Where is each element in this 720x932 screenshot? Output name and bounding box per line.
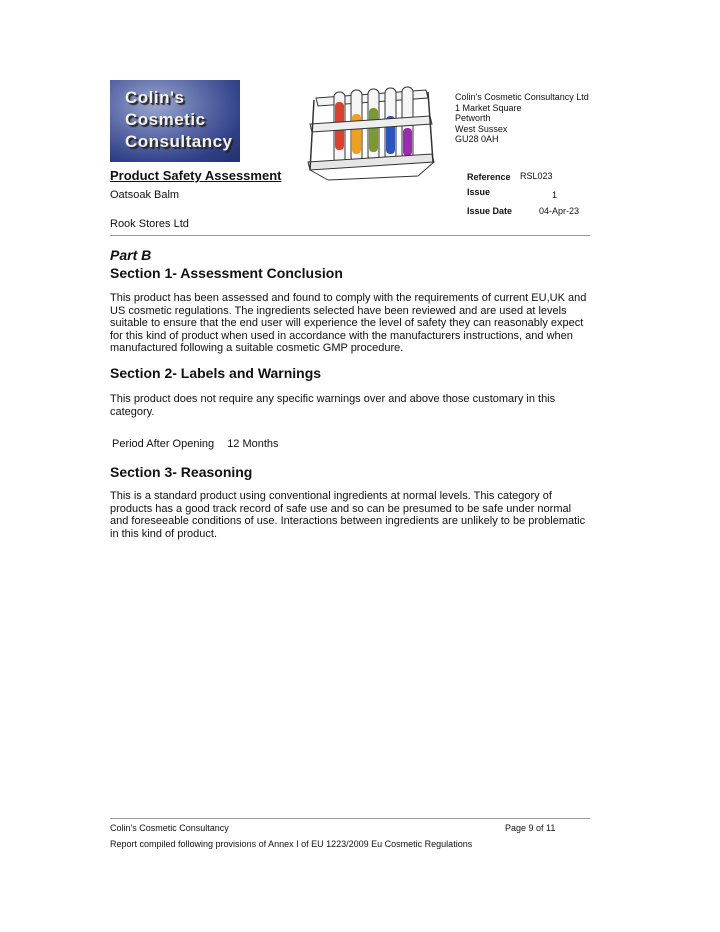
section-3-title: Section 3- Reasoning	[110, 464, 253, 480]
test-tubes-illustration	[306, 80, 436, 182]
reference-label: Reference	[467, 172, 511, 182]
logo-line-1: Colin's	[125, 88, 185, 107]
product-name: Oatsoak Balm	[110, 189, 180, 201]
footer-note: Report compiled following provisions of Annex I of EU 1223/2009 Eu Cosmetic Regulations	[110, 839, 473, 849]
address-postcode: GU28 0AH	[455, 134, 499, 144]
client-name: Rook Stores Ltd	[110, 218, 189, 230]
section-2-text: This product does not require any specific warnings over and above those customary in this category.	[110, 393, 556, 418]
footer-company: Colin's Cosmetic Consultancy	[110, 823, 229, 833]
issue-value: 1	[552, 190, 558, 200]
address-line-3: West Sussex	[455, 123, 508, 134]
section-2-title: Section 2- Labels and Warnings	[110, 365, 322, 381]
logo-line-3: Consultancy	[125, 132, 233, 151]
address-line-1: 1 Market Square	[455, 102, 522, 113]
company-address	[455, 92, 589, 145]
issue-date-label: Issue Date	[467, 206, 513, 216]
part-heading: Part B	[110, 247, 152, 263]
address-company: Colin's Cosmetic Consultancy Ltd	[455, 92, 589, 102]
section-1-title: Section 1- Assessment Conclusion	[110, 265, 343, 281]
document-title: Product Safety Assessment	[110, 168, 282, 183]
issue-label: Issue	[467, 187, 491, 197]
pao-label: Period After Opening	[112, 438, 215, 450]
tube-liquid-3	[369, 108, 378, 152]
section-1-text: This product has been assessed and found to comply with the requirements of current EU,UK and US cosmetic regulations. The ingredients selected have been reviewed and are used at levels suitable to ensure that the end user will experience the level of safety they can reasonably expect for this kind of product when used in accordance with the manufacturers instructions, and when manufactured following a suitable cosmetic GMP procedure.	[110, 292, 587, 355]
tube-liquid-2	[352, 114, 361, 154]
period-after-opening	[112, 438, 279, 450]
logo-line-2: Cosmetic	[125, 110, 206, 129]
section-3-text: This is a standard product using conventional ingredients at normal levels. This category of products has a good track record of safe use and so can be presumed to be safe under normal and foreseeable conditions of use. Interactions between ingredients are unlikely to be problematic in this kind of product.	[110, 490, 586, 540]
page-number: Page 9 of 11	[505, 823, 556, 833]
issue-date-value: 04-Apr-23	[539, 206, 580, 216]
footer-divider	[110, 818, 590, 819]
tube-liquid-5	[403, 128, 412, 156]
reference-value: RSL023	[520, 171, 553, 181]
pao-value: 12 Months	[227, 438, 279, 450]
company-logo	[110, 80, 240, 162]
address-line-2: Petworth	[455, 113, 491, 123]
header-divider	[110, 235, 590, 236]
